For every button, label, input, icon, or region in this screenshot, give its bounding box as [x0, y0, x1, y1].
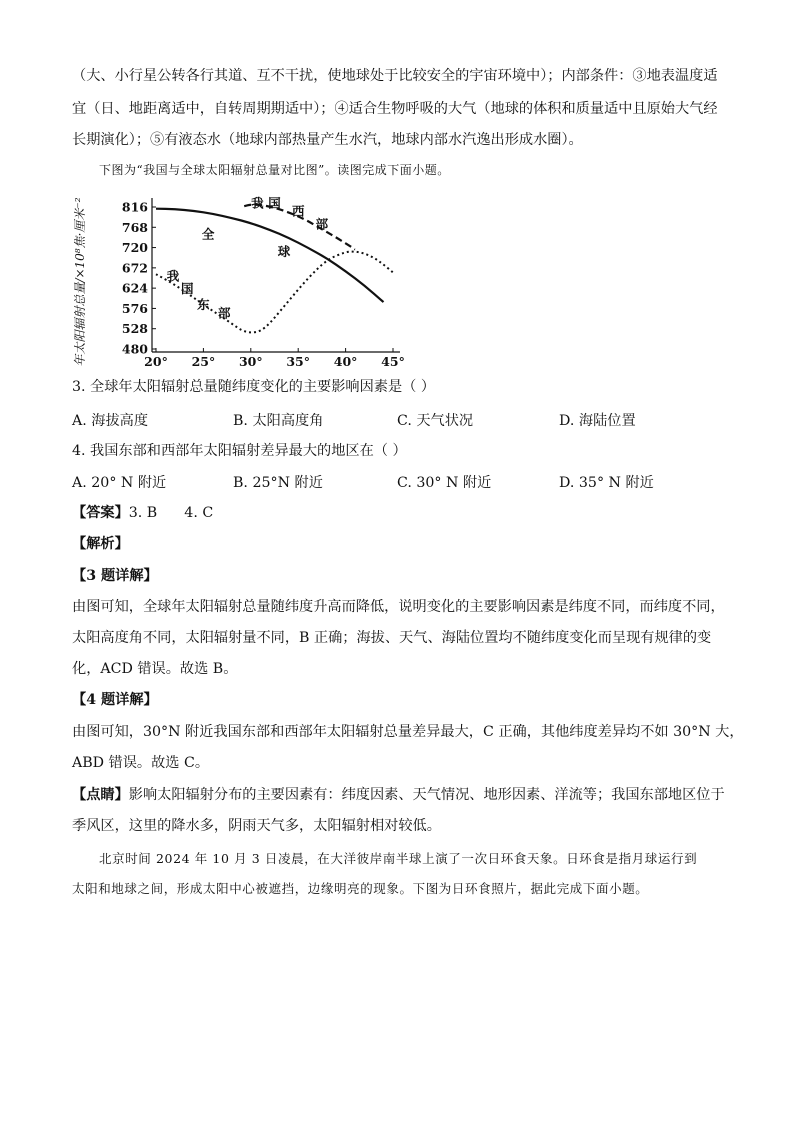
y-tick-label: 672	[121, 260, 148, 276]
analysis-tag: 【解析】	[72, 536, 129, 552]
series-label-char: 国	[268, 195, 281, 211]
tip-line-2: 季风区，这里的降水多，阴雨天气多，太阳辐射相对较低。	[72, 818, 441, 834]
next-intro-line-2: 太阳和地球之间，形成太阳中心被遮挡，边缘明亮的现象。下图为日环食照片，据此完成下面小题。	[72, 881, 649, 896]
y-tick-label: 624	[121, 280, 148, 296]
answer-tag: 【答案】	[72, 505, 129, 521]
intro-line-2: 宜（日、地距离适中，自转周期期适中）；④适合生物呼吸的大气（地球的体积和质量适中且原始大气经	[72, 101, 718, 117]
answer-text: 3. B 4. C	[128, 505, 214, 521]
series-label-char: 球	[277, 244, 291, 260]
q4-option-b[interactable]: B. 25°N 附近	[233, 475, 323, 491]
x-tick-label: 40°	[333, 354, 358, 369]
solar-radiation-chart	[70, 190, 415, 372]
intro-line-3: 长期演化）；⑤有液态水（地球内部热量产生水汽，地球内部水汽逸出形成水圈）。	[72, 132, 583, 148]
y-tick-label: 480	[121, 341, 148, 357]
y-axis-label-text: 年太阳辐射总量/×10⁸焦·厘米⁻²	[73, 197, 87, 367]
q4-detail-tag: 【4 题详解】	[72, 692, 158, 708]
q4-detail-line-1: 由图可知，30°N 附近我国东部和西部年太阳辐射总量差异最大，C 正确，其他纬度差异均不如 30°N 大，	[72, 724, 744, 740]
y-tick-label: 768	[121, 219, 148, 235]
q3-option-c[interactable]: C. 天气状况	[397, 413, 474, 429]
series-label-char: 部	[315, 216, 329, 232]
tip-tag: 【点睛】	[72, 787, 129, 803]
series-label-char: 我	[166, 268, 180, 284]
series-label-char: 东	[197, 296, 210, 312]
q4-option-a[interactable]: A. 20° N 附近	[72, 475, 167, 491]
tip-line-1	[72, 785, 725, 805]
q3-option-b[interactable]: B. 太阳高度角	[233, 413, 324, 429]
q4-stem: 4. 我国东部和西部年太阳辐射差异最大的地区在（ ）	[72, 443, 407, 459]
intro-line-1: （大、小行星公转各行其道、互不干扰，使地球处于比较安全的宇宙环境中）；内部条件：③地表温度适	[72, 68, 718, 84]
q3-option-a[interactable]: A. 海拔高度	[72, 413, 149, 429]
y-tick-label: 576	[121, 300, 148, 316]
y-axis-label	[73, 197, 87, 366]
series-label-char: 全	[201, 226, 215, 242]
series-label-char: 国	[181, 281, 194, 297]
q4-option-c[interactable]: C. 30° N 附近	[397, 475, 492, 491]
series-label-char: 我	[251, 195, 264, 211]
tip-text-1: 影响太阳辐射分布的主要因素有：纬度因素、天气情况、地形因素、洋流等；我国东部地区位于	[128, 787, 725, 803]
answer-line	[72, 503, 213, 523]
x-tick-label: 25°	[191, 354, 216, 369]
x-tick-label: 20°	[144, 354, 168, 369]
q3-detail-line-3: 化，ACD 错误。故选 B。	[72, 661, 238, 677]
x-tick-label: 30°	[238, 354, 263, 369]
x-tick-label: 35°	[286, 354, 311, 369]
q3-stem: 3. 全球年太阳辐射总量随纬度变化的主要影响因素是（ ）	[72, 379, 436, 395]
series-label-char: 西	[291, 203, 305, 219]
q3-detail-tag: 【3 题详解】	[72, 568, 158, 584]
q4-detail-line-2: ABD 错误。故选 C。	[72, 755, 210, 771]
next-intro-line-1: 北京时间 2024 年 10 月 3 日凌晨，在大洋彼岸南半球上演了一次日环食天象。日环食是指月球运行到	[99, 851, 698, 866]
figure-intro: 下图为“我国与全球太阳辐射总量对比图”。读图完成下面小题。	[99, 163, 450, 177]
y-tick-label: 528	[121, 321, 148, 337]
x-tick-label: 45°	[381, 354, 405, 369]
q3-option-d[interactable]: D. 海陆位置	[559, 413, 636, 429]
y-tick-label: 720	[121, 240, 148, 256]
q3-detail-line-2: 太阳高度角不同，太阳辐射量不同，B 正确；海拔、天气、海陆位置均不随纬度变化而呈现有规律的变	[72, 630, 712, 646]
series-label-char: 部	[217, 305, 231, 321]
q3-detail-line-1: 由图可知，全球年太阳辐射总量随纬度升高而降低，说明变化的主要影响因素是纬度不同，而纬度不同，	[72, 599, 725, 615]
y-tick-label: 816	[121, 199, 148, 215]
q4-option-d[interactable]: D. 35° N 附近	[559, 475, 654, 491]
